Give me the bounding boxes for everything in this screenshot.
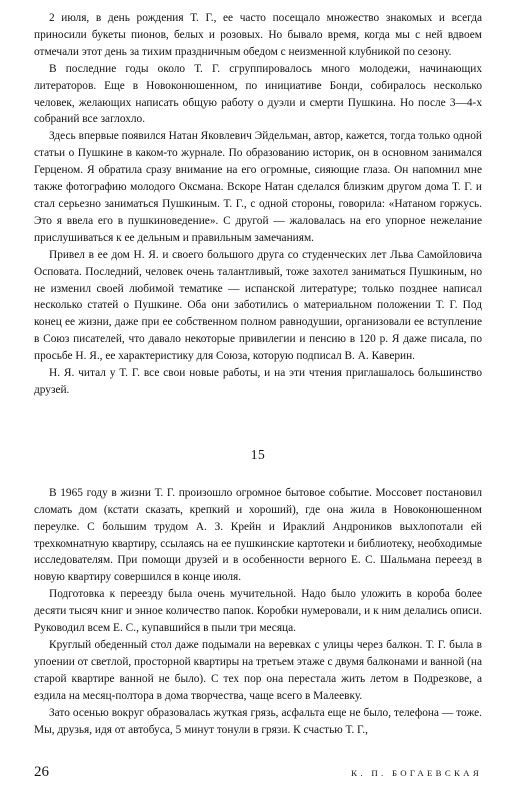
- page-footer: [34, 764, 482, 781]
- paragraph: Н. Я. читал у Т. Г. все свои новые работы, и на эти чтения приглашалось большинство друзей.: [34, 367, 482, 396]
- book-page: [34, 10, 482, 790]
- paragraph: Привел в ее дом Н. Я. и своего большого друга со студенческих лет Льва Самойловича Осповата. Последний, человек очень талантливый, тоже захотел заниматься Пушкиным, но не изменил своей любимой тематике — испанской литературе; только позднее написал несколько статей о Пушкине. Оба они заботились о материальном положении Т. Г. Под конец ее жизни, даже при ее собственном полном равнодушии, организовали ее вступление в Союз писателей, что давало некоторые привилегии и пенсию в 120 р. Я даже писала, по просьбе Н. Я., ее характеристику для Союза, которую подписал В. А. Каверин.: [34, 248, 482, 363]
- page-number: 26: [34, 764, 49, 780]
- paragraph: Здесь впервые появился Натан Яковлевич Эйдельман, автор, кажется, тогда только одной статьи о Пушкине в каком-то журнале. По образованию историк, он в основном занимался Герценом. Я обратила сразу внимание на его огромные, сияющие глаза. Он напомнил мне также фотографию молодого Оксмана. Вскоре Натан сделался близким другом дома Т. Г. и стал серьезно заниматься Пушкиным. Т. Г., с одной стороны, говорила: «Натаном горжусь. Это я ввела его в пушкиноведение». С другой — жаловалась на его упорное нежелание прислушиваться к ее дельным и правильным замечаниям.: [34, 130, 482, 244]
- running-head: К. П. БОГАЕВСКАЯ: [351, 768, 482, 778]
- paragraph: Круглый обеденный стол даже подымали на веревках с улицы через балкон. Т. Г. была в упоении от светлой, просторной квартиры на третьем этаже с двумя балконами и ванной (на старой квартире ванной не было). С тех пор она перестала жить летом в Подрезкове, а ездила на месяц-полтора в дома творчества, чаще всего в Малеевку.: [34, 639, 482, 702]
- paragraph: В 1965 году в жизни Т. Г. произошло огромное бытовое событие. Моссовет постановил сломать дом (кстати сказать, крепкий и хороший), где она жила в Новоконюшенном переулке. С большим трудом А. З. Крейн и Ираклий Андроников выхлопотали ей трехкомнатную квартиру, ссылаясь на ее пушкинские картотеки и библиотеку, необходимые исследователям. При помощи друзей и в особенности верного Е. С. Шальмана переезд в новую квартиру совершился в конце июля.: [34, 486, 482, 584]
- chapter-number: 15: [250, 446, 266, 462]
- section-b: [34, 485, 482, 739]
- paragraph: 2 июля, в день рождения Т. Г., ее часто посещало множество знакомых и всегда приносили букеты пионов, белых и розовых. Но бывало время, когда мы с ней вдвоем отмечали этот день за тихим праздничным обедом с неизменной клубникой по сезону.: [34, 12, 482, 58]
- paragraph: Зато осенью вокруг образовалась жуткая грязь, асфальта еще не было, телефона — тоже. Мы, друзья, идя от автобуса, 5 минут тонули в грязи. К счастью Т. Г.,: [34, 706, 482, 736]
- paragraph: В последние годы около Т. Г. сгруппировалось много молодежи, начинающих литераторов. Еще в Новоконюшенном, по инициативе Бонди, собиралось несколько человек, желающих написать общую работу о дуэли и смерти Пушкина. Но после 3—4-х собраний все заглохло.: [34, 62, 482, 126]
- section-a: [34, 10, 482, 399]
- paragraph: Подготовка к переезду была очень мучительной. Надо было уложить в короба более десяти тысяч книг и энное количество папок. Коробки нумеровали, и к ним делались описи. Руководил всем Е. С., купавшийся в пыли три месяца.: [34, 588, 482, 635]
